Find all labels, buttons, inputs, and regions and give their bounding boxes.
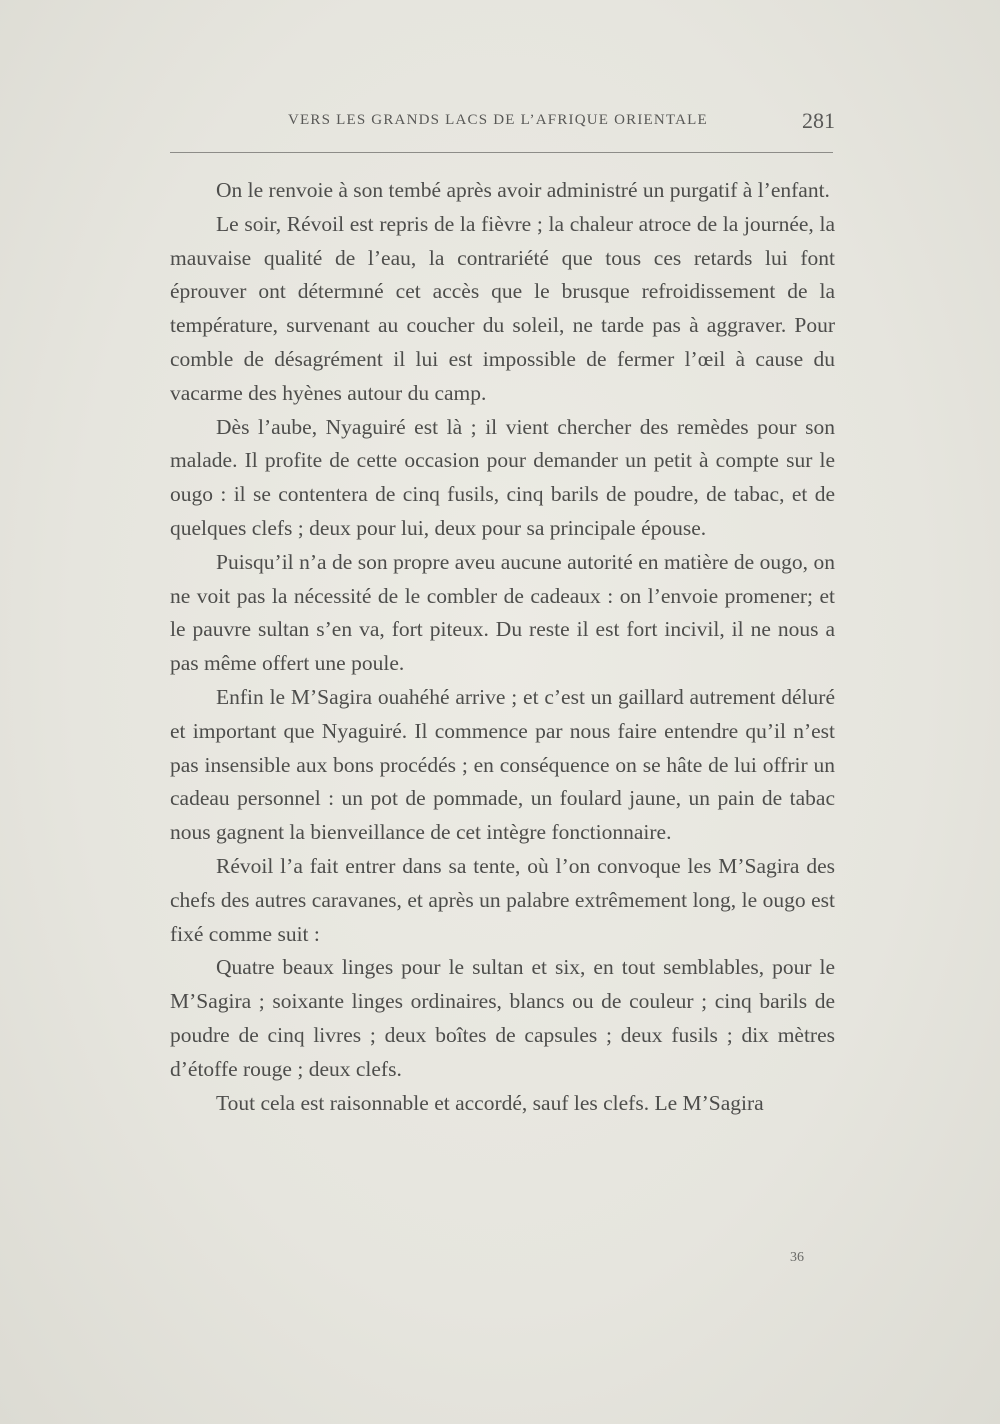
- paragraph: Enfin le M’Sagira ouahéhé arrive ; et c’est un gaillard autrement déluré et important que Nyaguiré. Il commence par nous faire entendre qu’il n’est pas insensible aux bons procédés ; en conséquence on se hâte de lui offrir un cadeau personnel : un pot de pommade, un foulard jaune, un pain de tabac nous gagnent la bienveillance de cet intègre fonctionnaire.: [170, 684, 835, 845]
- paragraph: Tout cela est raisonnable et accordé, sauf les clefs. Le M’Sagira: [216, 1090, 764, 1115]
- running-head: [170, 108, 835, 136]
- paragraph: On le renvoie à son tembé après avoir administré un purgatif à l’enfant.: [216, 178, 830, 202]
- page-number: 281: [802, 108, 835, 133]
- running-title: VERS LES GRANDS LACS DE L’AFRIQUE ORIENTALE: [288, 112, 708, 128]
- paragraph: Révoil l’a fait entrer dans sa tente, où l’on convoque les M’Sagira des chefs des autres caravanes, et après un palabre extrêmement long, le ougo est fixé comme suit :: [170, 853, 835, 946]
- paragraph: Le soir, Révoil est repris de la fièvre ; la chaleur atroce de la journée, la mauvaise qualité de l’eau, la contrariété que tous ces retards lui font éprouver ont détermıné cet accès que le brusque refroidissement de la température, survenant au coucher du soleil, ne tarde pas à aggraver. Pour comble de désagrément il lui est impossible de fermer l’œil à cause du vacarme des hyènes autour du camp.: [170, 211, 835, 405]
- signature-mark: 36: [790, 1250, 804, 1265]
- paragraph: Dès l’aube, Nyaguiré est là ; il vient chercher des remèdes pour son malade. Il profite de cette occasion pour demander un petit à compte sur le ougo : il se contentera de cinq fusils, cinq barils de poudre, de tabac, et de quelques clefs ; deux pour lui, deux pour sa principale épouse.: [170, 414, 835, 540]
- header-rule: [170, 152, 833, 153]
- body-text: [170, 174, 835, 1120]
- paragraph: Quatre beaux linges pour le sultan et six, en tout semblables, pour le M’Sagira ; soixante linges ordinaires, blancs ou de couleur ; cinq barils de poudre de cinq livres ; deux boîtes de capsules ; deux fusils ; dix mètres d’étoffe rouge ; deux clefs.: [170, 955, 835, 1081]
- paragraph: Puisqu’il n’a de son propre aveu aucune autorité en matière de ougo, on ne voit pas la nécessité de le combler de cadeaux : on l’envoie promener; et le pauvre sultan s’en va, fort piteux. Du reste il est fort incivil, il ne nous a pas même offert une poule.: [170, 549, 835, 676]
